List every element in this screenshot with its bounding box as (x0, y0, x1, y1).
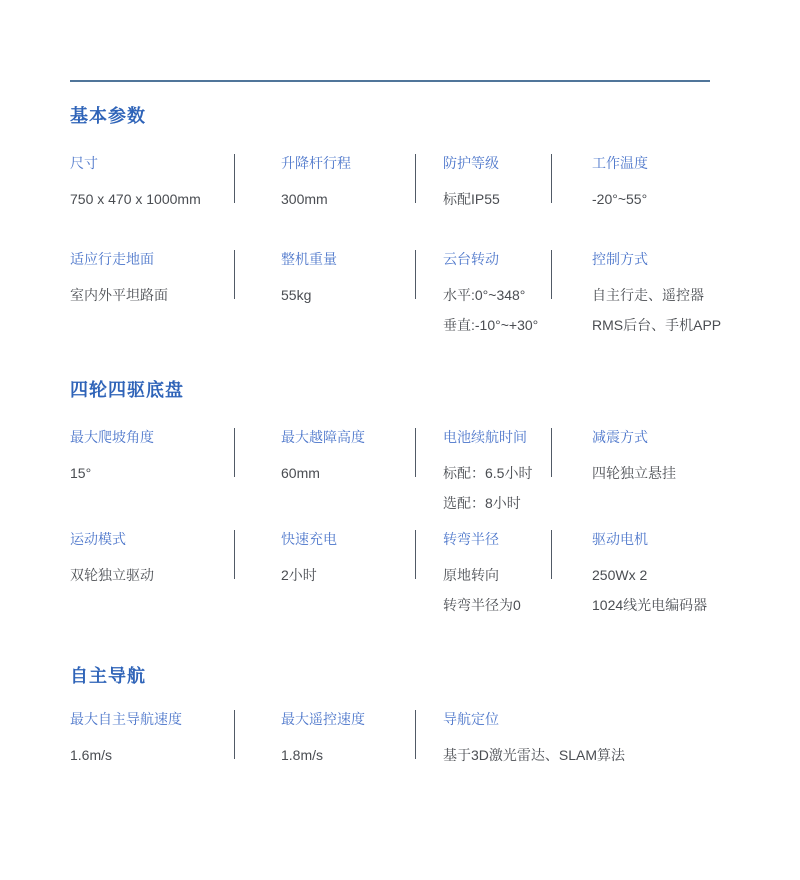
spec-value: 标配IP55 (443, 191, 500, 207)
spec-label: 整机重量 (281, 251, 337, 267)
spec-value: 1.8m/s (281, 747, 324, 763)
top-divider (70, 80, 710, 82)
spec-value: 双轮独立驱动 (70, 567, 154, 583)
spec-label: 快速充电 (281, 531, 337, 547)
spec-value: 标配：6.5小时 (443, 465, 533, 481)
spec-cell-turning-radius (415, 530, 551, 620)
spec-value: 室内外平坦路面 (70, 287, 168, 303)
spec-label: 升降杆行程 (281, 155, 351, 171)
spec-label: 电池续航时间 (443, 429, 527, 445)
spec-label: 最大越障高度 (281, 429, 365, 445)
spec-value: 四轮独立悬挂 (592, 465, 676, 481)
spec-cell-motion-mode (70, 530, 234, 590)
spec-cell-max-autonomous-speed (70, 710, 234, 770)
spec-cell-gimbal-rotation (415, 250, 551, 340)
spec-cell-machine-weight (234, 250, 415, 310)
spec-cell-operating-temp (551, 154, 730, 214)
spec-cell-dimensions (70, 154, 234, 214)
spec-value: 2小时 (281, 567, 317, 583)
spec-label: 最大遥控速度 (281, 711, 365, 727)
spec-cell-navigation-positioning (415, 710, 626, 770)
spec-value: 1024线光电编码器 (592, 597, 708, 613)
spec-label: 云台转动 (443, 251, 499, 267)
spec-value: -20°~55° (592, 191, 648, 207)
spec-label: 运动模式 (70, 531, 126, 547)
spec-cell-protection-rating (415, 154, 551, 214)
spec-label: 最大爬坡角度 (70, 429, 154, 445)
spec-label: 减震方式 (592, 429, 648, 445)
spec-label: 驱动电机 (592, 531, 648, 547)
spec-label: 导航定位 (443, 711, 499, 727)
spec-label: 控制方式 (592, 251, 648, 267)
spec-label: 适应行走地面 (70, 251, 154, 267)
spec-row (70, 530, 730, 620)
spec-value: RMS后台、手机APP (592, 317, 722, 333)
spec-sheet (0, 80, 800, 880)
spec-value: 60mm (281, 465, 320, 481)
spec-value: 自主行走、遥控器 (592, 287, 704, 303)
spec-value: 15° (70, 465, 92, 481)
spec-value: 300mm (281, 191, 328, 207)
spec-value: 1.6m/s (70, 747, 113, 763)
spec-value: 垂直:-10°~+30° (443, 317, 539, 333)
spec-cell-max-remote-speed (234, 710, 415, 770)
spec-cell-fast-charge (234, 530, 415, 590)
spec-label: 工作温度 (592, 155, 648, 171)
spec-value: 转弯半径为0 (443, 597, 521, 613)
spec-label: 尺寸 (70, 155, 98, 171)
spec-label: 转弯半径 (443, 531, 499, 547)
spec-value: 750 x 470 x 1000mm (70, 191, 201, 207)
spec-cell-drive-motor (551, 530, 730, 620)
spec-label: 最大自主导航速度 (70, 711, 182, 727)
section-title-basic-params: 基本参数 (70, 106, 146, 126)
spec-value: 250Wx 2 (592, 567, 648, 583)
spec-cell-shock-absorption (551, 428, 730, 488)
spec-cell-walking-surface (70, 250, 234, 310)
spec-cell-max-obstacle-height (234, 428, 415, 488)
spec-cell-battery-life (415, 428, 551, 518)
spec-cell-lift-stroke (234, 154, 415, 214)
spec-value: 原地转向 (443, 567, 499, 583)
section-title-chassis: 四轮四驱底盘 (70, 380, 184, 400)
spec-cell-control-method (551, 250, 730, 340)
spec-value: 55kg (281, 287, 312, 303)
section-title-navigation: 自主导航 (70, 666, 146, 686)
spec-value: 基于3D激光雷达、SLAM算法 (443, 747, 626, 763)
spec-row (70, 250, 730, 340)
spec-value: 选配：8小时 (443, 495, 521, 511)
spec-row (70, 710, 730, 770)
spec-row (70, 428, 730, 518)
spec-value: 水平:0°~348° (443, 287, 526, 303)
spec-cell-max-climb-angle (70, 428, 234, 488)
spec-label: 防护等级 (443, 155, 499, 171)
spec-row (70, 154, 730, 214)
